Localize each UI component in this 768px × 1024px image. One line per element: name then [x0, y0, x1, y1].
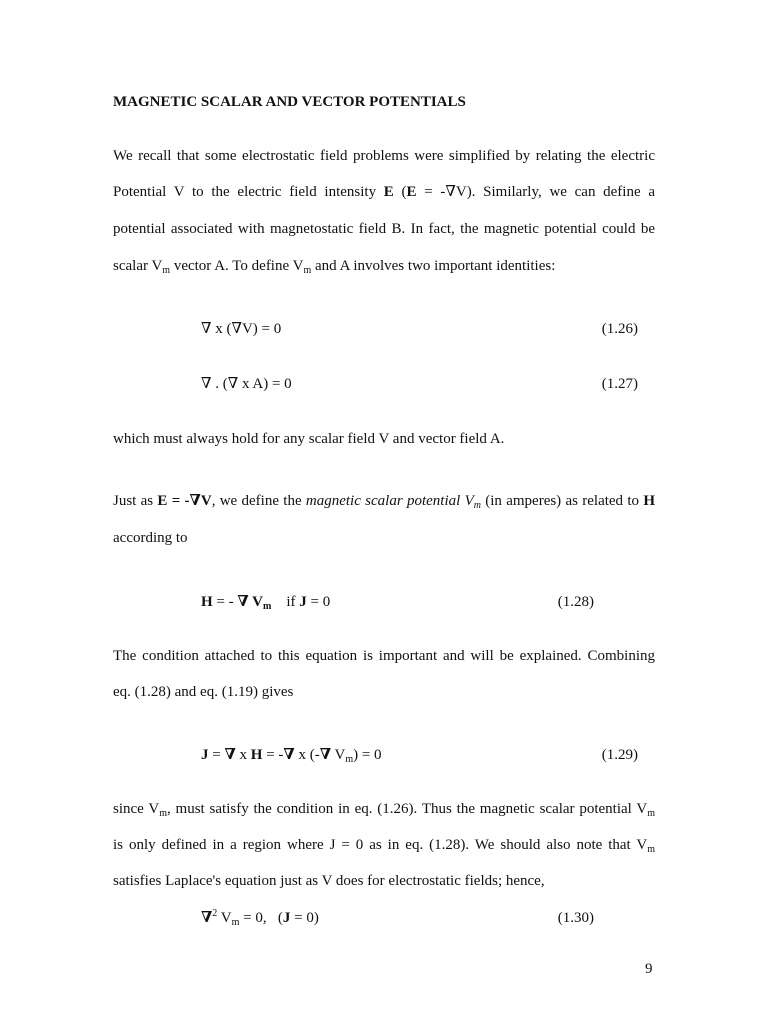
paragraph-1-line-4: scalar $V_m$ vector A. To define $V_m$ and A involves two important identities: [113, 258, 556, 276]
equation-1-26-body: ∇ x (∇V) = 0 [201, 321, 282, 337]
paragraph-3-line-1: Just as E = -∇V, we define the magnetic scalar potential $V_m$ (in amperes) as related to H [113, 493, 655, 511]
paragraph-5-line-1: since $V_m$, must satisfy the condition in eq. (1.26). Thus the magnetic scalar potential $V_m$ [113, 801, 655, 819]
equation-1-30-body: ∇$^2$ $V_m = 0$, (J = 0) [201, 908, 319, 928]
equation-1-29-body: J = ∇ x H = -∇ x (-∇ $V_m) = 0$ [201, 747, 382, 765]
paragraph-1-line-1: We recall that some electrostatic field problems were simplified by relating the electric [113, 148, 655, 164]
page-number: 9 [645, 961, 653, 977]
equation-1-29-number: (1.29) [601, 747, 638, 763]
paragraph-5-line-3: satisfies Laplace's equation just as V does for electrostatic fields; hence, [113, 873, 545, 889]
equation-1-27-body: ∇ . (∇ x A) = 0 [201, 376, 292, 392]
equation-1-28-number: (1.28) [557, 594, 594, 610]
paragraph-2: which must always hold for any scalar field V and vector field A. [113, 431, 505, 447]
equation-1-30 [201, 909, 594, 927]
equation-1-28 [201, 593, 594, 611]
paragraph-1-line-2: Potential V to the electric field intensity E (E = -∇V). Similarly, we can define a [113, 184, 655, 200]
paragraph-5-line-2: is only defined in a region where J = 0 as in eq. (1.28). We should also note that $V_m$ [113, 837, 655, 855]
equation-1-29 [201, 746, 638, 764]
section-title: MAGNETIC SCALAR AND VECTOR POTENTIALS [113, 94, 466, 110]
equation-1-27-number: (1.27) [601, 376, 638, 392]
equation-1-27 [201, 375, 638, 393]
paragraph-3-line-2: according to [113, 530, 188, 546]
equation-1-26-number: (1.26) [601, 321, 638, 337]
paragraph-4-line-2: eq. (1.28) and eq. (1.19) gives [113, 684, 294, 700]
equation-1-26 [201, 320, 638, 338]
paragraph-4-line-1: The condition attached to this equation is important and will be explained. Combining [113, 648, 655, 664]
equation-1-30-number: (1.30) [557, 910, 594, 926]
equation-1-28-body: H = - ∇ $V_m$ if J = 0 [201, 594, 331, 612]
paragraph-1-line-3: potential associated with magnetostatic field B. In fact, the magnetic potential could be [113, 221, 655, 237]
